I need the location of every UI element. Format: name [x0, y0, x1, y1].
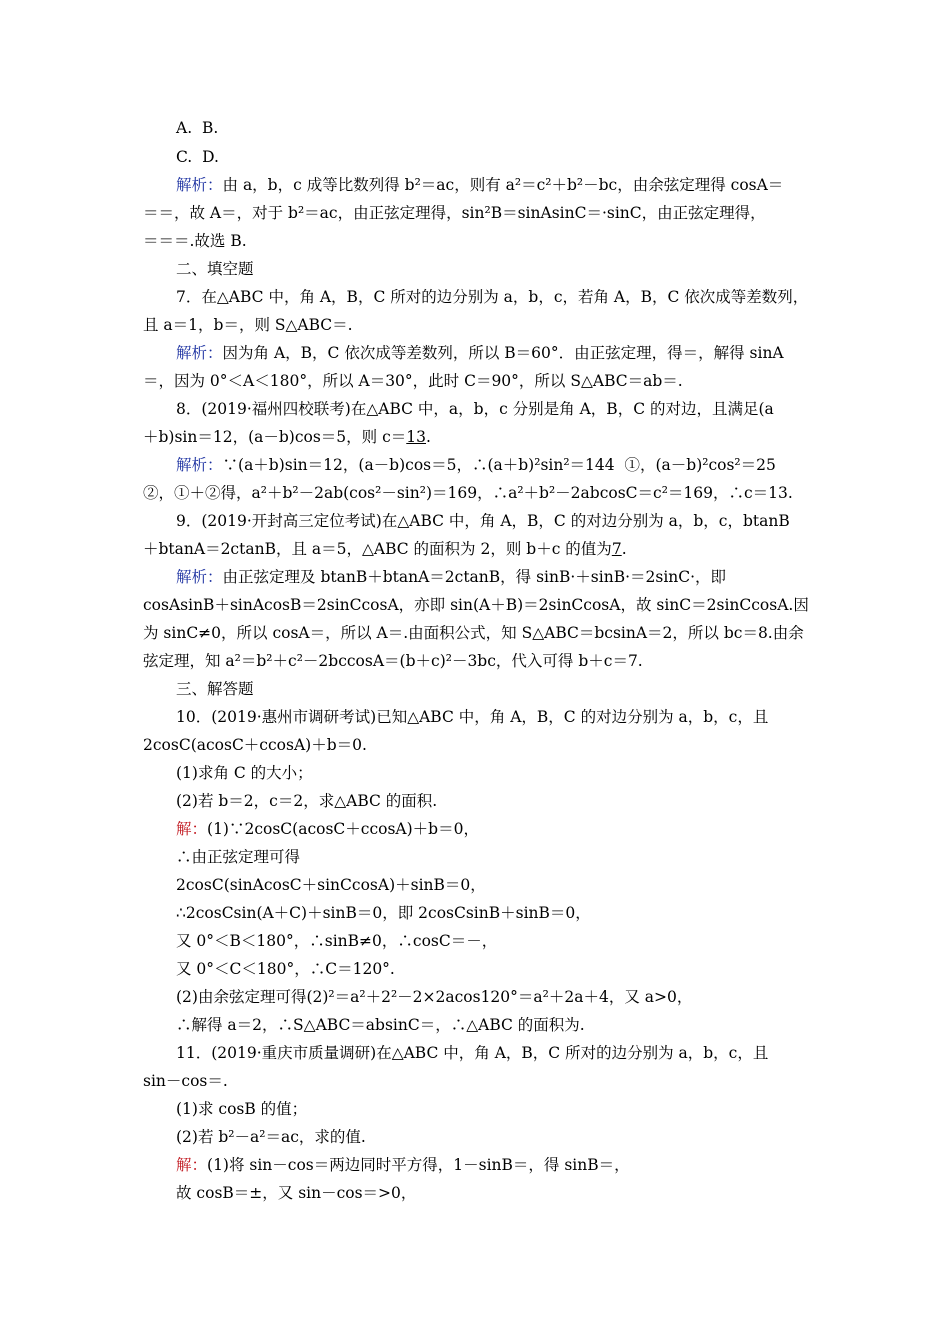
line-text: ＝，因为 0°＜A＜180°，所以 A＝30°，此时 C＝90°，所以 S△ABC＝ab＝. [143, 372, 683, 390]
text-line [176, 763, 313, 783]
line-text: ∴解得 a＝2，∴S△ABC＝absinC＝，∴△ABC 的面积为. [176, 1016, 585, 1034]
line-text: ②，①＋②得，a²＋b²－2ab(cos²－sin²)＝169，∴a²＋b²－2abcosC＝c²＝169，∴c＝13. [143, 484, 793, 502]
line-text: 7．在△ABC 中，角 A，B，C 所对的边分别为 a，b，c，若角 A，B，C 依次成等差数列， [176, 288, 809, 306]
text-line [176, 847, 300, 867]
text-line [143, 315, 353, 335]
text-line [176, 1183, 416, 1203]
line-text-after: . [426, 428, 431, 446]
line-text-after: . [621, 540, 627, 558]
line-text: 2cosC(sinAcosC＋sinCcosA)＋sinB＝0， [176, 876, 486, 894]
line-text: (2)若 b＝2，c＝2，求△ABC 的面积. [176, 792, 438, 810]
solution-label: 解析： [176, 456, 223, 474]
solution-label: 解： [176, 1156, 208, 1174]
text-line [176, 1043, 768, 1063]
line-text: 且 a＝1，b＝，则 S△ABC＝. [143, 316, 353, 334]
line-text: ∴2cosCsin(A＋C)＋sinB＝0，即 2cosCsinB＋sinB＝0， [176, 904, 591, 922]
line-text: (1)将 sin－cos＝两边同时平方得，1－sinB＝，得 sinB＝， [207, 1156, 630, 1174]
line-text: sin－cos＝. [143, 1072, 228, 1090]
text-line [176, 875, 486, 895]
text-line [143, 651, 643, 671]
line-text: 三、解答题 [176, 680, 254, 698]
text-line [176, 931, 497, 951]
solution-label: 解： [176, 820, 208, 838]
text-line [176, 1015, 585, 1035]
line-text: 8．(2019·福州四校联考)在△ABC 中，a，b，c 分别是角 A，B，C 的对边，且满足(a [176, 400, 774, 418]
line-text: 11．(2019·重庆市质量调研)在△ABC 中，角 A，B，C 所对的边分别为 a，b，c，且 [176, 1044, 769, 1062]
text-line [143, 203, 766, 223]
line-text: C. D. [176, 148, 219, 166]
text-line [176, 455, 776, 475]
text-line [176, 343, 784, 363]
text-line [176, 959, 395, 979]
line-text: 又 0°＜C＜180°，∴C＝120°. [176, 960, 395, 978]
line-text: (1)∵2cosC(acosC＋ccosA)＋b＝0， [207, 820, 479, 838]
line-text: ＋b)sin＝12，(a－b)cos＝5，则 c＝ [143, 428, 407, 446]
text-line [176, 399, 774, 419]
text-line [176, 903, 591, 923]
line-text: 弦定理，知 a²＝b²＋c²－2bccosA＝(b＋c)²－3bc，代入可得 b＋c＝7. [143, 652, 643, 670]
line-text: A. B. [176, 119, 219, 137]
text-line [176, 567, 726, 587]
line-text: ＋btanA＝2ctanB，且 a＝5，△ABC 的面积为 2，则 b＋c 的值为 [143, 540, 612, 558]
line-text: 9．(2019·开封高三定位考试)在△ABC 中，角 A，B，C 的对边分别为 a，b，c，btanB [176, 512, 790, 530]
text-line [176, 679, 254, 699]
line-text: 因为角 A，B，C 依次成等差数列，所以 B＝60°．由正弦定理，得＝，解得 sinA [222, 344, 784, 362]
text-line [143, 539, 627, 559]
text-line [143, 371, 683, 391]
text-line [176, 1155, 630, 1175]
text-line [176, 118, 218, 138]
line-text: ∴由正弦定理可得 [176, 848, 301, 866]
line-text: cosAsinB＋sinAcosB＝2sinCcosA，亦即 sin(A＋B)＝2sinCcosA，故 sinC＝2sinCcosA.因 [143, 596, 809, 614]
line-text: ∵(a＋b)sin＝12，(a－b)cos＝5，∴(a＋b)²sin²＝144 ①，(a－b)²cos²＝25 [222, 456, 776, 474]
text-line [176, 791, 437, 811]
text-line [176, 259, 254, 279]
text-line [176, 1127, 366, 1147]
line-text: (2)若 b²－a²＝ac，求的值. [176, 1128, 366, 1146]
answer-underlined: 7 [611, 540, 622, 558]
text-line [176, 287, 808, 307]
text-line [176, 707, 768, 727]
line-text: (2)由余弦定理可得(2)²＝a²＋2²－2×2acos120°＝a²＋2a＋4，又 a>0， [176, 988, 693, 1006]
line-text: ＝＝＝.故选 B. [143, 232, 247, 250]
text-line [176, 819, 479, 839]
line-text: 10．(2019·惠州市调研考试)已知△ABC 中，角 A，B，C 的对边分别为 a，b，c，且 [176, 708, 769, 726]
line-text: 又 0°＜B＜180°，∴sinB≠0，∴cosC＝－， [176, 932, 498, 950]
text-line [143, 623, 804, 643]
line-text: 故 cosB＝±，又 sin－cos＝>0， [176, 1184, 417, 1202]
text-line [143, 231, 247, 251]
solution-label: 解析： [176, 344, 223, 362]
line-text: (1)求 cosB 的值； [176, 1100, 308, 1118]
text-line [176, 175, 783, 195]
line-text: 由正弦定理及 btanB＋btanA＝2ctanB，得 sinB·＋sinB·＝2sinC·，即 [222, 568, 727, 586]
text-line [143, 483, 793, 503]
line-text: 2cosC(acosC＋ccosA)＋b＝0. [143, 736, 367, 754]
text-line [143, 735, 367, 755]
answer-underlined: 13 [406, 428, 427, 446]
text-line [143, 427, 431, 447]
text-line [176, 987, 692, 1007]
text-line [143, 595, 809, 615]
line-text: ＝＝，故 A＝，对于 b²＝ac，由正弦定理得，sin²B＝sinAsinC＝·sinC，由正弦定理得， [143, 204, 766, 222]
text-line [143, 1071, 228, 1091]
text-line [176, 147, 219, 167]
line-text: 为 sinC≠0，所以 cosA＝，所以 A＝.由面积公式，知 S△ABC＝bcsinA＝2，所以 bc＝8.由余 [143, 624, 804, 642]
line-text: 由 a，b，c 成等比数列得 b²＝ac，则有 a²＝c²＋b²－bc，由余弦定理得 cosA＝ [222, 176, 784, 194]
line-text: 二、填空题 [176, 260, 254, 278]
text-line [176, 511, 790, 531]
solution-label: 解析： [176, 176, 223, 194]
solution-label: 解析： [176, 568, 223, 586]
line-text: (1)求角 C 的大小； [176, 764, 313, 782]
text-line [176, 1099, 307, 1119]
